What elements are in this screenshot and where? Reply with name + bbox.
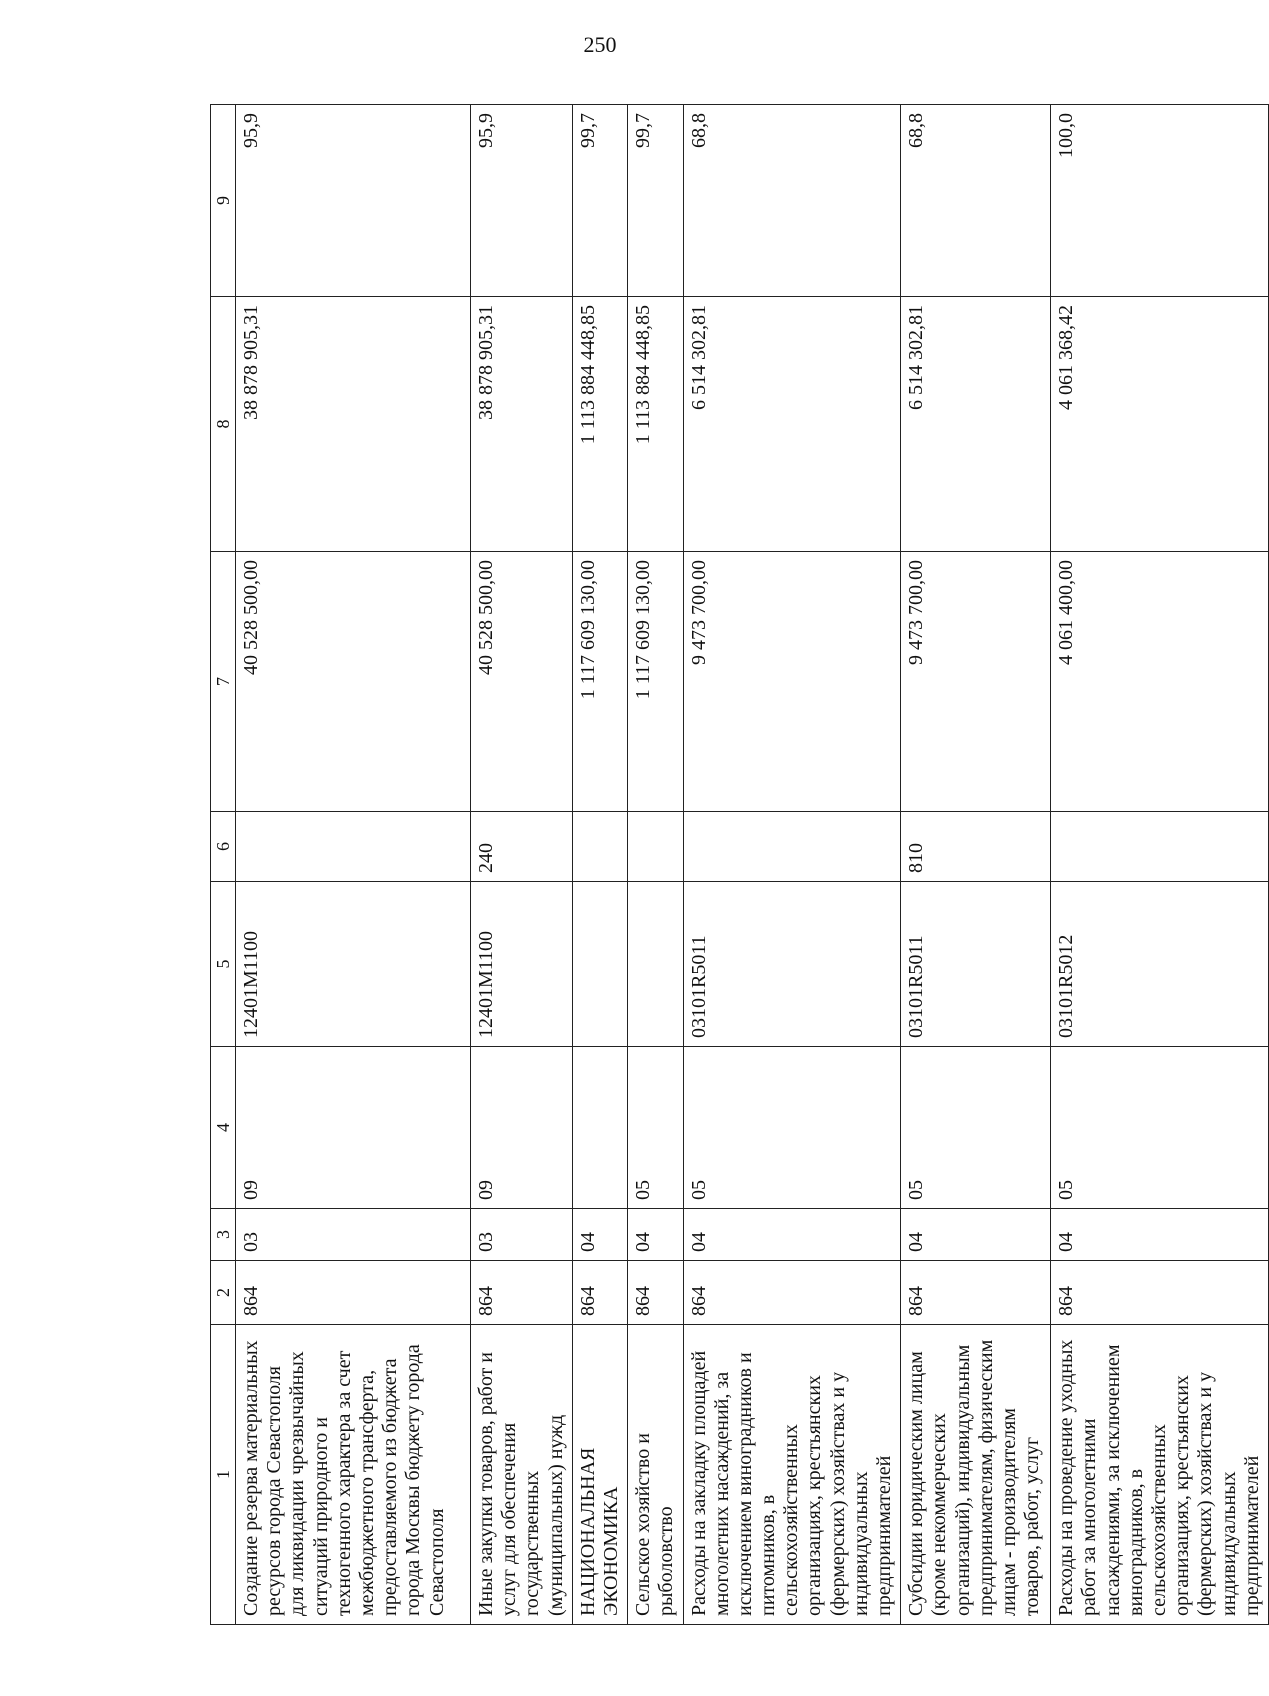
cell-expense-type [236,812,471,882]
cell-percent-executed: 99,7 [572,105,627,297]
column-number-row [211,105,236,1625]
table-row [572,105,627,1625]
table-row [683,105,901,1625]
cell-target-article [572,882,627,1047]
cell-planned-amount: 1 117 609 130,00 [628,552,683,812]
cell-target-article: 03101R5011 [683,882,901,1047]
cell-subsection: 05 [1051,1047,1269,1209]
cell-name: Расходы на закладку площадей многолетних насаждений, за исключением виноградников и питомников, в сельскохозяйственных организациях, крестьянских (фермерских) хозяйствах и у индивидуальных предпринимателей [683,1325,901,1625]
cell-actual-amount: 6 514 302,81 [901,297,1051,552]
cell-grbs: 864 [683,1261,901,1325]
cell-percent-executed: 95,9 [471,105,573,297]
cell-expense-type [628,812,683,882]
column-header: 1 [211,1325,236,1625]
cell-planned-amount: 9 473 700,00 [683,552,901,812]
column-header: 9 [211,105,236,297]
cell-subsection: 05 [901,1047,1051,1209]
table-row [236,105,471,1625]
cell-name: Создание резерва материальных ресурсов города Севастополя для ликвидации чрезвычайных ситуаций природного и техногенного характера за счет межбюджетного трансферта, предоставляемого из бюджета города Москвы бюджету города Севастополя [236,1325,471,1625]
cell-target-article: 12401M1100 [236,882,471,1047]
cell-percent-executed: 100,0 [1051,105,1269,297]
cell-subsection: 09 [471,1047,573,1209]
cell-target-article: 12401M1100 [471,882,573,1047]
cell-percent-executed: 95,9 [236,105,471,297]
cell-actual-amount: 1 113 884 448,85 [628,297,683,552]
cell-grbs: 864 [471,1261,573,1325]
cell-section: 04 [572,1209,627,1261]
cell-name: Сельское хозяйство и рыболовство [628,1325,683,1625]
column-header: 7 [211,552,236,812]
table-row [901,105,1051,1625]
cell-expense-type [1051,812,1269,882]
cell-section: 03 [471,1209,573,1261]
table-row [1051,105,1269,1625]
cell-name: Иные закупки товаров, работ и услуг для обеспечения государственных (муниципальных) нужд [471,1325,573,1625]
rotated-table-container [210,105,1263,1625]
cell-name: Расходы на проведение уходных работ за многолетними насаждениями, за исключением виноградников, в сельскохозяйственных организациях, крестьянских (фермерских) хозяйствах и у индивидуальных предпринимателей [1051,1325,1269,1625]
cell-name: НАЦИОНАЛЬНАЯ ЭКОНОМИКА [572,1325,627,1625]
cell-expense-type: 240 [471,812,573,882]
cell-subsection: 05 [683,1047,901,1209]
cell-grbs: 864 [572,1261,627,1325]
cell-grbs: 864 [236,1261,471,1325]
table-row [628,105,683,1625]
cell-section: 04 [683,1209,901,1261]
budget-table [210,104,1269,1625]
column-header: 4 [211,1047,236,1209]
cell-target-article [628,882,683,1047]
cell-actual-amount: 1 113 884 448,85 [572,297,627,552]
cell-section: 04 [1051,1209,1269,1261]
cell-expense-type: 810 [901,812,1051,882]
cell-grbs: 864 [1051,1261,1269,1325]
column-header: 3 [211,1209,236,1261]
cell-name: Субсидии юридическим лицам (кроме некоммерческих организаций), индивидуальным предпринимателям, физическим лицам - производителям товаров, работ, услуг [901,1325,1051,1625]
column-header: 8 [211,297,236,552]
cell-percent-executed: 68,8 [683,105,901,297]
cell-actual-amount: 4 061 368,42 [1051,297,1269,552]
cell-section: 04 [901,1209,1051,1261]
cell-expense-type [572,812,627,882]
cell-subsection: 09 [236,1047,471,1209]
cell-planned-amount: 40 528 500,00 [236,552,471,812]
cell-actual-amount: 38 878 905,31 [471,297,573,552]
cell-section: 03 [236,1209,471,1261]
cell-expense-type [683,812,901,882]
cell-grbs: 864 [901,1261,1051,1325]
cell-target-article: 03101R5012 [1051,882,1269,1047]
cell-percent-executed: 68,8 [901,105,1051,297]
table-body [211,105,1269,1625]
cell-subsection: 05 [628,1047,683,1209]
cell-target-article: 03101R5011 [901,882,1051,1047]
cell-actual-amount: 6 514 302,81 [683,297,901,552]
cell-section: 04 [628,1209,683,1261]
cell-subsection [572,1047,627,1209]
cell-percent-executed: 99,7 [628,105,683,297]
cell-planned-amount: 40 528 500,00 [471,552,573,812]
cell-planned-amount: 9 473 700,00 [901,552,1051,812]
table-row [471,105,573,1625]
column-header: 2 [211,1261,236,1325]
cell-planned-amount: 4 061 400,00 [1051,552,1269,812]
cell-actual-amount: 38 878 905,31 [236,297,471,552]
page-number: 250 [583,32,617,57]
cell-grbs: 864 [628,1261,683,1325]
cell-planned-amount: 1 117 609 130,00 [572,552,627,812]
column-header: 6 [211,812,236,882]
column-header: 5 [211,882,236,1047]
